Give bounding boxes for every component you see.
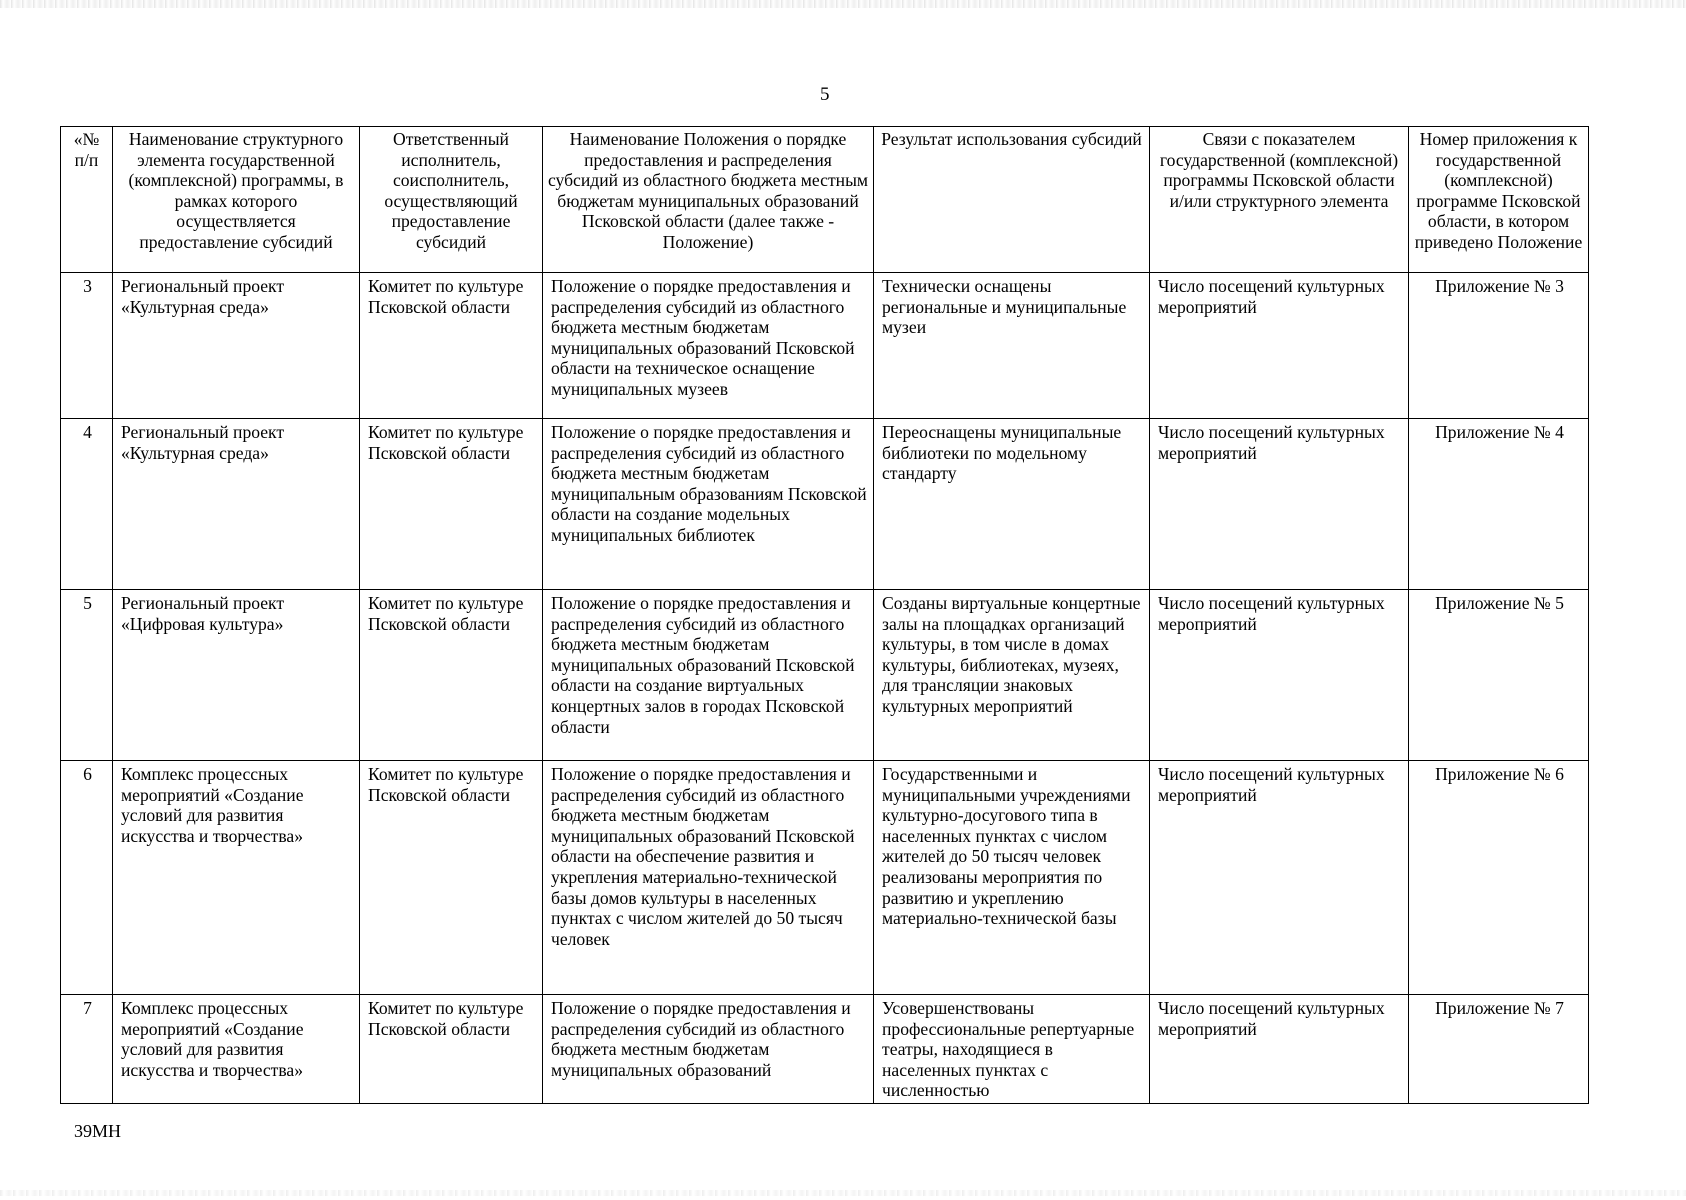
- table-row: [61, 419, 1589, 590]
- header-appendix-number: Номер приложения к государственной (комплексной) программе Псковской области, в котором приведено Положение: [1409, 127, 1589, 273]
- regulation-cell: Положение о порядке предоставления и распределения субсидий из областного бюджета местным бюджетам муниципальным образованиям Псковской области на создание модельных муниципальных библиотек: [543, 419, 874, 590]
- header-executor: Ответственный исполнитель, соисполнитель, осуществляющий предоставление субсидий: [360, 127, 543, 273]
- indicator-cell: Число посещений культурных мероприятий: [1150, 273, 1409, 419]
- appendix-cell: Приложение № 3: [1409, 273, 1589, 419]
- executor-cell: Комитет по культуре Псковской области: [360, 419, 543, 590]
- scan-edge-top: [0, 0, 1686, 8]
- regulation-cell: Положение о порядке предоставления и распределения субсидий из областного бюджета местным бюджетам муниципальных образований Псковской области на техническое оснащение муниципальных музеев: [543, 273, 874, 419]
- table-row: [61, 590, 1589, 761]
- regulation-cell: Положение о порядке предоставления и распределения субсидий из областного бюджета местным бюджетам муниципальных образований Псковской области на создание виртуальных концертных залов в городах Псковской области: [543, 590, 874, 761]
- structural-element-cell: Комплекс процессных мероприятий «Создание условий для развития искусства и творчества»: [113, 995, 360, 1104]
- page-number: 5: [820, 84, 830, 105]
- header-structural-element: Наименование структурного элемента государственной (комплексной) программы, в рамках которого осуществляется предоставление субсидий: [113, 127, 360, 273]
- result-cell: Технически оснащены региональные и муниципальные музеи: [874, 273, 1150, 419]
- structural-element-cell: Комплекс процессных мероприятий «Создание условий для развития искусства и творчества»: [113, 761, 360, 995]
- appendix-cell: Приложение № 5: [1409, 590, 1589, 761]
- result-cell: Переоснащены муниципальные библиотеки по модельному стандарту: [874, 419, 1150, 590]
- indicator-cell: Число посещений культурных мероприятий: [1150, 761, 1409, 995]
- table-row: [61, 761, 1589, 995]
- row-number: 3: [61, 273, 113, 419]
- indicator-cell: Число посещений культурных мероприятий: [1150, 419, 1409, 590]
- row-number: 7: [61, 995, 113, 1104]
- indicator-cell: Число посещений культурных мероприятий: [1150, 590, 1409, 761]
- appendix-cell: Приложение № 6: [1409, 761, 1589, 995]
- table-row: [61, 995, 1589, 1104]
- header-number: «№ п/п: [61, 127, 113, 273]
- regulation-cell: Положение о порядке предоставления и распределения субсидий из областного бюджета местным бюджетам муниципальных образований: [543, 995, 874, 1104]
- row-number: 4: [61, 419, 113, 590]
- header-indicator-link: Связи с показателем государственной (комплексной) программы Псковской области и/или структурного элемента: [1150, 127, 1409, 273]
- table-row: [61, 273, 1589, 419]
- structural-element-cell: Региональный проект «Культурная среда»: [113, 419, 360, 590]
- header-regulation: Наименование Положения о порядке предоставления и распределения субсидий из областного бюджета местным бюджетам муниципальных образований Псковской области (далее также - Положение): [543, 127, 874, 273]
- row-number: 5: [61, 590, 113, 761]
- structural-element-cell: Региональный проект «Культурная среда»: [113, 273, 360, 419]
- document-code: 39МН: [74, 1121, 122, 1141]
- executor-cell: Комитет по культуре Псковской области: [360, 590, 543, 761]
- result-cell: Усовершенствованы профессиональные репертуарные театры, находящиеся в населенных пунктах с численностью: [874, 995, 1150, 1104]
- indicator-cell: Число посещений культурных мероприятий: [1150, 995, 1409, 1104]
- result-cell: Государственными и муниципальными учреждениями культурно-досугового типа в населенных пунктах с числом жителей до 50 тысяч человек реализованы мероприятия по развитию и укреплению материально-технической базы: [874, 761, 1150, 995]
- subsidy-table: [60, 126, 1589, 1104]
- executor-cell: Комитет по культуре Псковской области: [360, 995, 543, 1104]
- appendix-cell: Приложение № 7: [1409, 995, 1589, 1104]
- executor-cell: Комитет по культуре Псковской области: [360, 761, 543, 995]
- result-cell: Созданы виртуальные концертные залы на площадках организаций культуры, в том числе в домах культуры, библиотеках, музеях, для трансляции знаковых культурных мероприятий: [874, 590, 1150, 761]
- structural-element-cell: Региональный проект «Цифровая культура»: [113, 590, 360, 761]
- executor-cell: Комитет по культуре Псковской области: [360, 273, 543, 419]
- appendix-cell: Приложение № 4: [1409, 419, 1589, 590]
- row-number: 6: [61, 761, 113, 995]
- regulation-cell: Положение о порядке предоставления и распределения субсидий из областного бюджета местным бюджетам муниципальных образований Псковской области на обеспечение развития и укрепления материально-технической базы домов культуры в населенных пунктах с числом жителей до 50 тысяч человек: [543, 761, 874, 995]
- header-result: Результат использования субсидий: [874, 127, 1150, 273]
- table-header-row: [61, 127, 1589, 273]
- scan-edge-bottom: [0, 1190, 1686, 1196]
